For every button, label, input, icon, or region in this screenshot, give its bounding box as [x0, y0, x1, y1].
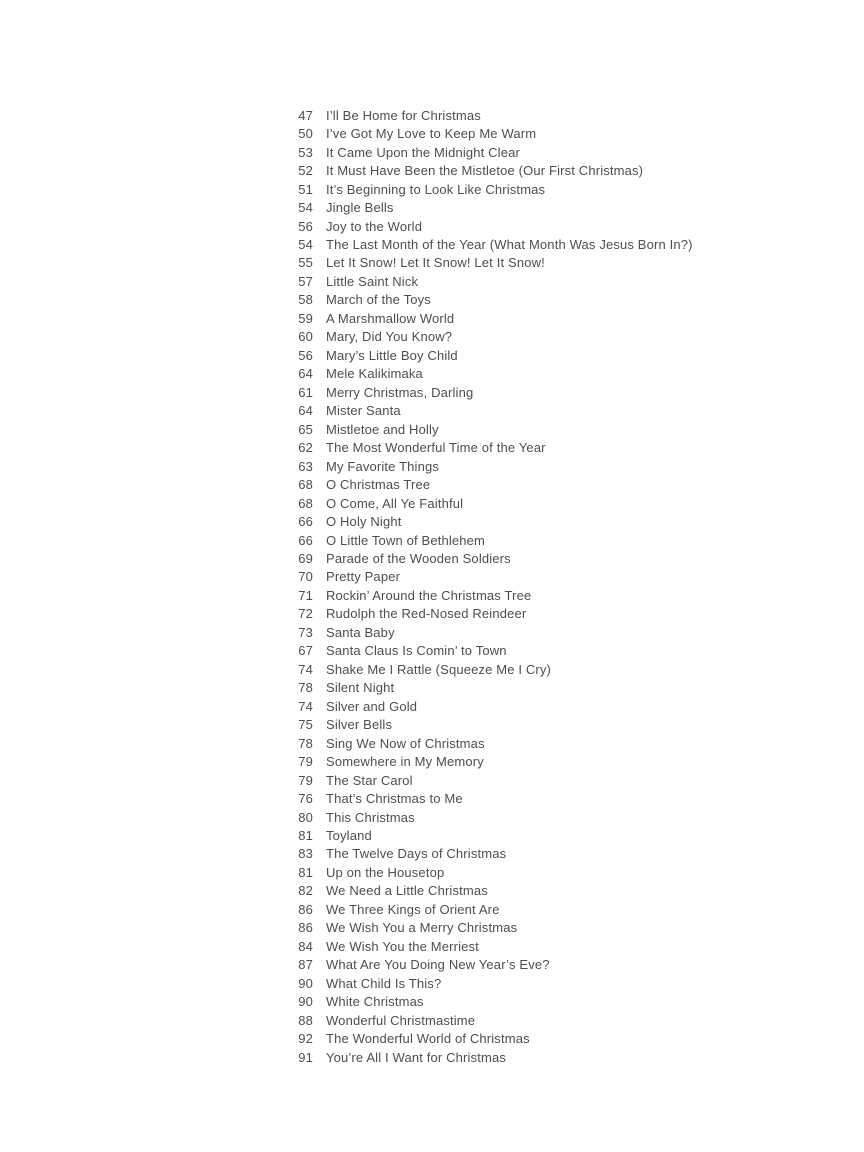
toc-page-number: 76 — [298, 791, 313, 807]
toc-entry — [283, 235, 693, 253]
toc-page-number: 66 — [298, 514, 313, 530]
toc-page-number: 84 — [298, 938, 313, 954]
toc-entry — [283, 106, 693, 124]
toc-entry — [283, 346, 693, 364]
toc-page-number: 65 — [298, 421, 313, 437]
toc-entry — [283, 143, 693, 161]
toc-entry — [283, 531, 693, 549]
toc-entry — [283, 420, 693, 438]
toc-song-title: Rudolph the Red-Nosed Reindeer — [326, 606, 527, 622]
song-index-list — [283, 106, 693, 1066]
toc-entry — [283, 124, 693, 142]
toc-entry — [283, 475, 693, 493]
toc-page-number: 68 — [298, 477, 313, 493]
toc-entry — [283, 586, 693, 604]
toc-song-title: O Christmas Tree — [326, 477, 431, 493]
toc-song-title: I’ll Be Home for Christmas — [326, 107, 481, 123]
toc-entry — [283, 438, 693, 456]
toc-entry — [283, 457, 693, 475]
toc-entry — [283, 328, 693, 346]
toc-page-number: 67 — [298, 643, 313, 659]
toc-entry — [283, 272, 693, 290]
toc-page-number: 57 — [298, 273, 313, 289]
toc-entry — [283, 919, 693, 937]
toc-song-title: Pretty Paper — [326, 569, 401, 585]
toc-page-number: 58 — [298, 292, 313, 308]
toc-entry — [283, 993, 693, 1011]
toc-song-title: Mele Kalikimaka — [326, 366, 423, 382]
toc-song-title: Silver Bells — [326, 717, 393, 733]
toc-page-number: 78 — [298, 680, 313, 696]
toc-entry — [283, 365, 693, 383]
toc-entry — [283, 863, 693, 881]
toc-entry — [283, 974, 693, 992]
toc-entry — [283, 808, 693, 826]
toc-song-title: We Need a Little Christmas — [326, 883, 488, 899]
toc-song-title: Somewhere in My Memory — [326, 754, 484, 770]
toc-page-number: 92 — [298, 1031, 313, 1047]
toc-entry — [283, 715, 693, 733]
toc-entry — [283, 660, 693, 678]
toc-entry — [283, 882, 693, 900]
toc-page-number: 81 — [298, 828, 313, 844]
toc-entry — [283, 161, 693, 179]
toc-page-number: 70 — [298, 569, 313, 585]
toc-song-title: Joy to the World — [326, 218, 423, 234]
toc-page-number: 63 — [298, 458, 313, 474]
toc-page-number: 71 — [298, 587, 313, 603]
toc-entry — [283, 937, 693, 955]
toc-page-number: 47 — [298, 107, 313, 123]
toc-entry — [283, 826, 693, 844]
toc-page-number: 74 — [298, 661, 313, 677]
toc-page-number: 73 — [298, 624, 313, 640]
toc-entry — [283, 752, 693, 770]
toc-entry — [283, 900, 693, 918]
toc-song-title: What Child Is This? — [326, 975, 442, 991]
toc-page-number: 64 — [298, 366, 313, 382]
toc-song-title: Mary’s Little Boy Child — [326, 347, 458, 363]
toc-song-title: The Last Month of the Year (What Month Was Jesus Born In?) — [326, 237, 693, 253]
toc-song-title: The Star Carol — [326, 772, 413, 788]
toc-page-number: 51 — [298, 181, 313, 197]
toc-song-title: Wonderful Christmastime — [326, 1012, 476, 1028]
toc-song-title: We Wish You the Merriest — [326, 938, 479, 954]
toc-song-title: Jingle Bells — [326, 200, 394, 216]
toc-page-number: 64 — [298, 403, 313, 419]
toc-page-number: 66 — [298, 532, 313, 548]
toc-song-title: Toyland — [326, 828, 372, 844]
toc-page-number: 61 — [298, 384, 313, 400]
toc-entry — [283, 383, 693, 401]
toc-song-title: Santa Baby — [326, 624, 395, 640]
toc-page-number: 78 — [298, 735, 313, 751]
toc-page-number: 74 — [298, 698, 313, 714]
toc-entry — [283, 254, 693, 272]
toc-page-number: 53 — [298, 144, 313, 160]
toc-song-title: My Favorite Things — [326, 458, 439, 474]
toc-page-number: 55 — [298, 255, 313, 271]
toc-entry — [283, 956, 693, 974]
toc-entry — [283, 198, 693, 216]
toc-page-number: 90 — [298, 975, 313, 991]
toc-song-title: Mister Santa — [326, 403, 401, 419]
toc-song-title: Rockin’ Around the Christmas Tree — [326, 587, 532, 603]
toc-page-number: 79 — [298, 772, 313, 788]
toc-song-title: Silver and Gold — [326, 698, 418, 714]
toc-page-number: 75 — [298, 717, 313, 733]
toc-entry — [283, 1011, 693, 1029]
toc-entry — [283, 697, 693, 715]
toc-entry — [283, 549, 693, 567]
toc-song-title: This Christmas — [326, 809, 415, 825]
toc-page-number: 54 — [298, 200, 313, 216]
toc-entry — [283, 568, 693, 586]
toc-song-title: The Twelve Days of Christmas — [326, 846, 507, 862]
toc-page-number: 68 — [298, 495, 313, 511]
toc-song-title: Parade of the Wooden Soldiers — [326, 550, 511, 566]
toc-entry — [283, 679, 693, 697]
toc-page-number: 88 — [298, 1012, 313, 1028]
toc-entry — [283, 291, 693, 309]
toc-entry — [283, 623, 693, 641]
toc-page-number: 62 — [298, 440, 313, 456]
toc-page-number: 91 — [298, 1049, 313, 1065]
toc-entry — [283, 309, 693, 327]
toc-song-title: I’ve Got My Love to Keep Me Warm — [326, 126, 537, 142]
toc-entry — [283, 605, 693, 623]
toc-song-title: A Marshmallow World — [326, 310, 455, 326]
toc-entry — [283, 1048, 693, 1066]
toc-song-title: Little Saint Nick — [326, 273, 419, 289]
toc-song-title: What Are You Doing New Year’s Eve? — [326, 957, 550, 973]
toc-page-number: 83 — [298, 846, 313, 862]
toc-song-title: You’re All I Want for Christmas — [326, 1049, 506, 1065]
toc-page-number: 81 — [298, 864, 313, 880]
toc-song-title: The Most Wonderful Time of the Year — [326, 440, 546, 456]
toc-page-number: 50 — [298, 126, 313, 142]
toc-song-title: Up on the Housetop — [326, 864, 445, 880]
toc-entry — [283, 217, 693, 235]
toc-song-title: The Wonderful World of Christmas — [326, 1031, 530, 1047]
toc-song-title: It Must Have Been the Mistletoe (Our First Christmas) — [326, 163, 644, 179]
toc-song-title: March of the Toys — [326, 292, 431, 308]
toc-song-title: O Holy Night — [326, 514, 402, 530]
toc-song-title: Shake Me I Rattle (Squeeze Me I Cry) — [326, 661, 552, 677]
toc-entry — [283, 734, 693, 752]
toc-page-number: 86 — [298, 901, 313, 917]
toc-song-title: Silent Night — [326, 680, 395, 696]
toc-song-title: Santa Claus Is Comin’ to Town — [326, 643, 507, 659]
toc-page-number: 59 — [298, 310, 313, 326]
toc-entry — [283, 642, 693, 660]
toc-entry — [283, 180, 693, 198]
toc-song-title: It Came Upon the Midnight Clear — [326, 144, 520, 160]
toc-entry — [283, 1029, 693, 1047]
toc-page-number: 90 — [298, 994, 313, 1010]
toc-song-title: We Wish You a Merry Christmas — [326, 920, 518, 936]
toc-song-title: Let It Snow! Let It Snow! Let It Snow! — [326, 255, 545, 271]
toc-page-number: 86 — [298, 920, 313, 936]
toc-page-number: 60 — [298, 329, 313, 345]
toc-page-number: 56 — [298, 347, 313, 363]
toc-entry — [283, 494, 693, 512]
toc-entry — [283, 512, 693, 530]
toc-song-title: Mary, Did You Know? — [326, 329, 453, 345]
toc-entry — [283, 771, 693, 789]
toc-entry — [283, 402, 693, 420]
toc-entry — [283, 845, 693, 863]
toc-page-number: 87 — [298, 957, 313, 973]
toc-page-number: 69 — [298, 550, 313, 566]
toc-song-title: White Christmas — [326, 994, 424, 1010]
toc-song-title: O Little Town of Bethlehem — [326, 532, 486, 548]
toc-song-title: Mistletoe and Holly — [326, 421, 439, 437]
toc-page-number: 80 — [298, 809, 313, 825]
toc-page-number: 52 — [298, 163, 313, 179]
toc-page-number: 72 — [298, 606, 313, 622]
toc-song-title: Sing We Now of Christmas — [326, 735, 485, 751]
toc-song-title: That’s Christmas to Me — [326, 791, 463, 807]
toc-page-number: 79 — [298, 754, 313, 770]
toc-song-title: O Come, All Ye Faithful — [326, 495, 464, 511]
toc-song-title: It’s Beginning to Look Like Christmas — [326, 181, 546, 197]
toc-page-number: 54 — [298, 237, 313, 253]
toc-song-title: Merry Christmas, Darling — [326, 384, 474, 400]
toc-page-number: 56 — [298, 218, 313, 234]
toc-song-title: We Three Kings of Orient Are — [326, 901, 500, 917]
toc-page-number: 82 — [298, 883, 313, 899]
toc-entry — [283, 789, 693, 807]
